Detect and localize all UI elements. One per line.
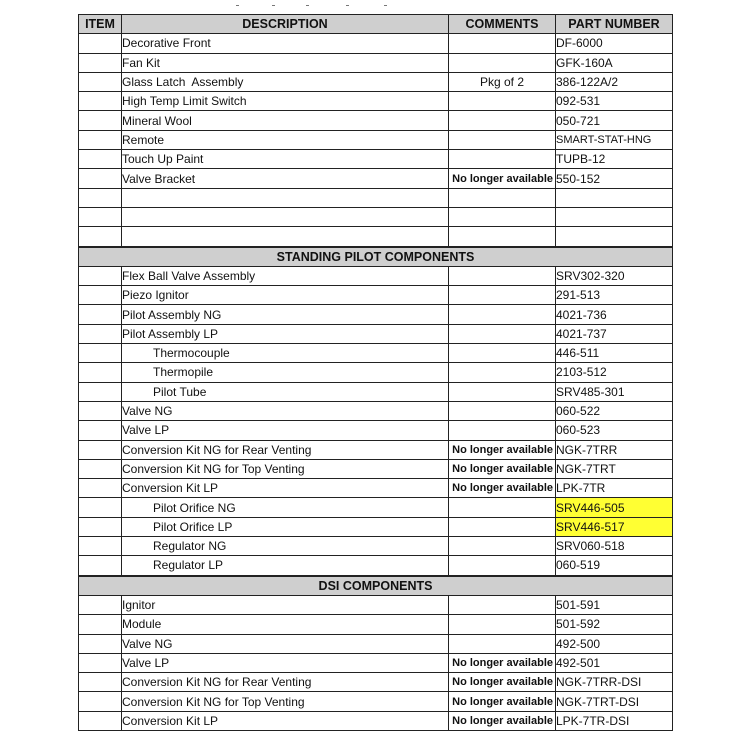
comment-cell: [449, 92, 556, 111]
description-cell: Conversion Kit NG for Top Venting: [122, 459, 449, 478]
description-cell: Fan Kit: [122, 53, 449, 72]
description-cell: Conversion Kit NG for Rear Venting: [122, 673, 449, 692]
part-number-cell: SRV302-320: [556, 266, 673, 285]
part-number-cell: NGK-7TRT: [556, 459, 673, 478]
description-cell: Remote: [122, 130, 449, 149]
description-cell: High Temp Limit Switch: [122, 92, 449, 111]
header-part-number: PART NUMBER: [556, 15, 673, 34]
table-row: [79, 92, 673, 111]
part-number-cell: 501-591: [556, 595, 673, 614]
comment-cell: No longer available: [449, 711, 556, 730]
description-cell: Thermopile: [122, 363, 449, 382]
table-row: [79, 363, 673, 382]
description-cell: Valve NG: [122, 634, 449, 653]
description-cell: Conversion Kit LP: [122, 479, 449, 498]
comment-cell: [449, 421, 556, 440]
table-row: [79, 421, 673, 440]
table-row: [79, 634, 673, 653]
table-row: [79, 401, 673, 420]
item-cell: [79, 286, 122, 305]
comment-cell: [449, 286, 556, 305]
table-row: [79, 615, 673, 634]
item-cell: [79, 324, 122, 343]
part-number-cell: 060-519: [556, 556, 673, 576]
description-cell: Pilot Orifice NG: [122, 498, 449, 517]
blank-row: [79, 227, 673, 247]
comment-cell: [449, 634, 556, 653]
item-cell: [79, 615, 122, 634]
description-cell: Module: [122, 615, 449, 634]
comment-cell: No longer available: [449, 440, 556, 459]
table-row: [79, 517, 673, 536]
parts-table: [78, 14, 673, 731]
comment-cell: [449, 537, 556, 556]
part-number-cell: 4021-736: [556, 305, 673, 324]
comment-cell: [449, 401, 556, 420]
description-cell: Flex Ball Valve Assembly: [122, 266, 449, 285]
part-number-cell: LPK-7TR-DSI: [556, 711, 673, 730]
comment-cell: [449, 34, 556, 53]
table-row: [79, 344, 673, 363]
description-cell: Valve Bracket: [122, 169, 449, 188]
table-row: [79, 440, 673, 459]
part-number-cell: 446-511: [556, 344, 673, 363]
item-cell: [79, 305, 122, 324]
part-number-cell: 492-500: [556, 634, 673, 653]
comment-cell: [449, 615, 556, 634]
part-number-cell: NGK-7TRR: [556, 440, 673, 459]
scan-artifact: [236, 2, 416, 8]
item-cell: [79, 401, 122, 420]
part-number-cell: SRV485-301: [556, 382, 673, 401]
item-cell: [79, 653, 122, 672]
description-cell: Glass Latch Assembly: [122, 72, 449, 91]
item-cell: [79, 537, 122, 556]
table-row: [79, 692, 673, 711]
comment-cell: [449, 150, 556, 169]
description-cell: Conversion Kit LP: [122, 711, 449, 730]
item-cell: [79, 72, 122, 91]
item-cell: [79, 595, 122, 614]
comment-cell: No longer available: [449, 692, 556, 711]
table-row: [79, 556, 673, 576]
table-row: [79, 382, 673, 401]
part-number-cell: 501-592: [556, 615, 673, 634]
item-cell: [79, 53, 122, 72]
item-cell: [79, 150, 122, 169]
table-row: [79, 305, 673, 324]
comment-cell: [449, 305, 556, 324]
table-row: [79, 498, 673, 517]
description-cell: Pilot Orifice LP: [122, 517, 449, 536]
part-number-cell: 2103-512: [556, 363, 673, 382]
section-header-standing-pilot: [79, 247, 673, 267]
description-cell: Valve NG: [122, 401, 449, 420]
item-cell: [79, 34, 122, 53]
header-comments: COMMENTS: [449, 15, 556, 34]
part-number-cell: NGK-7TRT-DSI: [556, 692, 673, 711]
part-number-cell: SMART-STAT-HNG: [556, 130, 673, 149]
table-row: [79, 169, 673, 188]
item-cell: [79, 498, 122, 517]
comment-cell: [449, 324, 556, 343]
comment-cell: [449, 382, 556, 401]
description-cell: Conversion Kit NG for Rear Venting: [122, 440, 449, 459]
description-cell: Mineral Wool: [122, 111, 449, 130]
description-cell: Touch Up Paint: [122, 150, 449, 169]
description-cell: Piezo Ignitor: [122, 286, 449, 305]
item-cell: [79, 111, 122, 130]
table-row: [79, 34, 673, 53]
section-title: STANDING PILOT COMPONENTS: [79, 247, 673, 267]
table-row: [79, 479, 673, 498]
comment-cell: [449, 266, 556, 285]
comment-cell: [449, 595, 556, 614]
comment-cell: [449, 556, 556, 576]
part-number-cell: 550-152: [556, 169, 673, 188]
item-cell: [79, 440, 122, 459]
table-row: [79, 711, 673, 730]
description-cell: Pilot Assembly LP: [122, 324, 449, 343]
item-cell: [79, 169, 122, 188]
comment-cell: No longer available: [449, 673, 556, 692]
item-cell: [79, 92, 122, 111]
description-cell: Pilot Tube: [122, 382, 449, 401]
part-number-cell: 060-522: [556, 401, 673, 420]
blank-row: [79, 207, 673, 226]
comment-cell: No longer available: [449, 459, 556, 478]
table-row: [79, 266, 673, 285]
comment-cell: [449, 53, 556, 72]
item-cell: [79, 344, 122, 363]
section-title: DSI COMPONENTS: [79, 576, 673, 596]
table-row: [79, 595, 673, 614]
item-cell: [79, 673, 122, 692]
comment-cell: [449, 517, 556, 536]
table-row: [79, 324, 673, 343]
comment-cell: No longer available: [449, 653, 556, 672]
table-row: [79, 130, 673, 149]
item-cell: [79, 363, 122, 382]
table-row: [79, 53, 673, 72]
blank-row: [79, 188, 673, 207]
description-cell: Thermocouple: [122, 344, 449, 363]
part-number-cell-highlighted: SRV446-505: [556, 498, 673, 517]
description-cell: Ignitor: [122, 595, 449, 614]
part-number-cell: NGK-7TRR-DSI: [556, 673, 673, 692]
part-number-cell: SRV060-518: [556, 537, 673, 556]
comment-cell: [449, 130, 556, 149]
description-cell: Regulator LP: [122, 556, 449, 576]
table-header-row: [79, 15, 673, 34]
item-cell: [79, 711, 122, 730]
part-number-cell: GFK-160A: [556, 53, 673, 72]
part-number-cell: LPK-7TR: [556, 479, 673, 498]
table-row: [79, 653, 673, 672]
part-number-cell: 291-513: [556, 286, 673, 305]
item-cell: [79, 692, 122, 711]
description-cell: Valve LP: [122, 653, 449, 672]
description-cell: Conversion Kit NG for Top Venting: [122, 692, 449, 711]
header-item: ITEM: [79, 15, 122, 34]
part-number-cell: 492-501: [556, 653, 673, 672]
description-cell: Decorative Front: [122, 34, 449, 53]
part-number-cell: 386-122A/2: [556, 72, 673, 91]
part-number-cell-highlighted: SRV446-517: [556, 517, 673, 536]
comment-cell: [449, 344, 556, 363]
item-cell: [79, 421, 122, 440]
item-cell: [79, 459, 122, 478]
item-cell: [79, 130, 122, 149]
item-cell: [79, 634, 122, 653]
comment-cell: No longer available: [449, 479, 556, 498]
section-header-dsi: [79, 576, 673, 596]
description-cell: Regulator NG: [122, 537, 449, 556]
comment-cell: Pkg of 2: [449, 72, 556, 91]
part-number-cell: 4021-737: [556, 324, 673, 343]
header-description: DESCRIPTION: [122, 15, 449, 34]
comment-cell: [449, 111, 556, 130]
description-cell: Valve LP: [122, 421, 449, 440]
table-row: [79, 72, 673, 91]
table-row: [79, 537, 673, 556]
table-row: [79, 150, 673, 169]
part-number-cell: DF-6000: [556, 34, 673, 53]
part-number-cell: 050-721: [556, 111, 673, 130]
item-cell: [79, 266, 122, 285]
item-cell: [79, 556, 122, 576]
part-number-cell: 060-523: [556, 421, 673, 440]
comment-cell: [449, 498, 556, 517]
part-number-cell: TUPB-12: [556, 150, 673, 169]
comment-cell: No longer available: [449, 169, 556, 188]
item-cell: [79, 517, 122, 536]
comment-cell: [449, 363, 556, 382]
table-row: [79, 673, 673, 692]
description-cell: Pilot Assembly NG: [122, 305, 449, 324]
item-cell: [79, 479, 122, 498]
table-row: [79, 459, 673, 478]
part-number-cell: 092-531: [556, 92, 673, 111]
table-row: [79, 286, 673, 305]
table-row: [79, 111, 673, 130]
item-cell: [79, 382, 122, 401]
